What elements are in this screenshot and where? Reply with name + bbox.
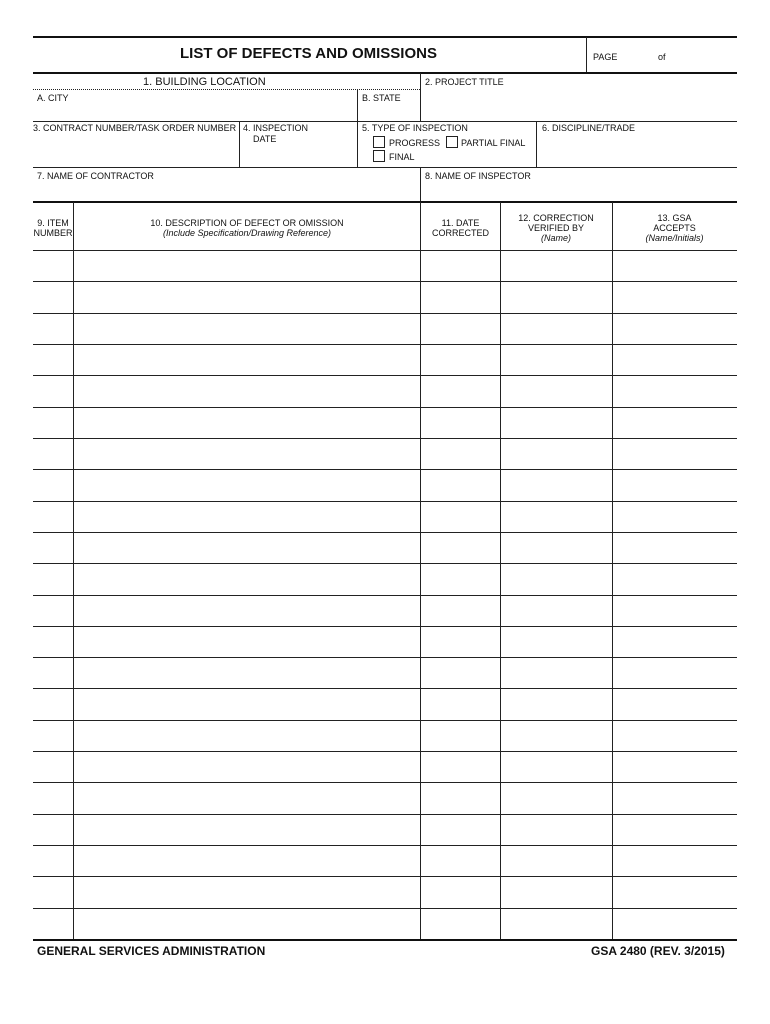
cell-item-number[interactable] [34,502,73,531]
final-label: FINAL [389,152,415,162]
contract-divider [239,121,240,167]
cell-date-corrected[interactable] [421,658,500,687]
cell-date-corrected[interactable] [421,533,500,562]
cell-date-corrected[interactable] [421,314,500,343]
cell-description[interactable] [74,376,420,405]
col-header-item-line2: NUMBER [33,228,73,238]
cell-verified-by[interactable] [501,721,612,750]
city-label: A. CITY [37,93,69,103]
page-number-field[interactable] [622,50,654,64]
cell-gsa-accepts[interactable] [613,376,736,405]
cell-description[interactable] [74,815,420,844]
contract-number-field[interactable] [35,136,237,165]
cell-date-corrected[interactable] [421,627,500,656]
cell-verified-by[interactable] [501,376,612,405]
cell-description[interactable] [74,721,420,750]
cell-description[interactable] [74,596,420,625]
cell-verified-by[interactable] [501,408,612,437]
col-header-date-corrected [421,218,500,238]
cell-verified-by[interactable] [501,658,612,687]
cell-verified-by[interactable] [501,345,612,374]
cell-gsa-accepts[interactable] [613,345,736,374]
cell-date-corrected[interactable] [421,689,500,718]
row-rule [33,876,737,877]
row-rule [33,782,737,783]
name-of-inspector-label: 8. NAME OF INSPECTOR [425,171,531,181]
top-rule [33,36,737,38]
cell-gsa-accepts[interactable] [613,282,736,311]
partial-final-checkbox[interactable] [446,136,458,148]
partial-final-label: PARTIAL FINAL [461,138,526,148]
footer-agency: GENERAL SERVICES ADMINISTRATION [37,944,266,958]
row-rule [33,375,737,376]
cell-description[interactable] [74,533,420,562]
row-rule [33,845,737,846]
cell-gsa-accepts[interactable] [613,658,736,687]
cell-item-number[interactable] [34,815,73,844]
row-rule [33,344,737,345]
cell-verified-by[interactable] [501,439,612,468]
cell-verified-by[interactable] [501,815,612,844]
row-rule [33,626,737,627]
col-header-date-line2: CORRECTED [431,228,489,238]
cell-description[interactable] [74,689,420,718]
cell-date-corrected[interactable] [421,345,500,374]
project-title-label: 2. PROJECT TITLE [425,77,504,87]
col-header-description-line2: (Include Specification/Drawing Reference) [162,228,332,238]
cell-description[interactable] [74,783,420,812]
row2-top-rule [33,121,737,122]
project-title-field[interactable] [422,88,735,120]
contract-number-label: 3. CONTRACT NUMBER/TASK ORDER NUMBER [33,123,237,133]
col-header-item-number [33,218,73,238]
cell-item-number[interactable] [34,314,73,343]
progress-label: PROGRESS [389,138,441,148]
col-header-gsa-line2: ACCEPTS [653,223,696,233]
cell-item-number[interactable] [34,470,73,499]
col-header-correction-line1: 12. CORRECTION [518,213,594,223]
row-rule [33,657,737,658]
page-label: PAGE [593,52,618,62]
cell-item-number[interactable] [34,783,73,812]
row-rule [33,814,737,815]
cell-gsa-accepts[interactable] [613,721,736,750]
cell-description[interactable] [74,909,420,938]
cell-verified-by[interactable] [501,783,612,812]
building-location-heading: 1. BUILDING LOCATION [143,76,266,88]
cell-gsa-accepts[interactable] [613,533,736,562]
cell-date-corrected[interactable] [421,596,500,625]
row-rule [33,563,737,564]
discipline-trade-label: 6. DISCIPLINE/TRADE [542,123,636,133]
cell-item-number[interactable] [34,596,73,625]
cell-item-number[interactable] [34,627,73,656]
cell-date-corrected[interactable] [421,815,500,844]
final-checkbox[interactable] [373,150,385,162]
cell-date-corrected[interactable] [421,282,500,311]
cell-date-corrected[interactable] [421,721,500,750]
cell-date-corrected[interactable] [421,752,500,781]
inspection-date-label: 4. INSPECTION [243,123,309,133]
cell-description[interactable] [74,752,420,781]
col-header-date-line1: 11. DATE [441,218,480,228]
row-rule [33,908,737,909]
location-dotted-rule [33,89,420,90]
inspector-field[interactable] [422,182,735,200]
cell-gsa-accepts[interactable] [613,251,736,280]
cell-verified-by[interactable] [501,877,612,906]
cell-date-corrected[interactable] [421,376,500,405]
cell-description[interactable] [74,502,420,531]
row-rule [33,438,737,439]
cell-item-number[interactable] [34,689,73,718]
cell-gsa-accepts[interactable] [613,689,736,718]
table-top-rule [33,201,737,203]
cell-item-number[interactable] [34,564,73,593]
name-of-contractor-label: 7. NAME OF CONTRACTOR [37,171,154,181]
cell-date-corrected[interactable] [421,909,500,938]
cell-item-number[interactable] [34,251,73,280]
type-of-inspection-label: 5. TYPE OF INSPECTION [362,123,468,133]
row3-top-rule [33,167,737,168]
cell-description[interactable] [74,439,420,468]
city-state-divider [357,89,358,121]
cell-description[interactable] [74,627,420,656]
cell-item-number[interactable] [34,846,73,875]
col-header-correction-verified [500,213,612,243]
inspection-date-label-2: DATE [253,134,277,144]
cell-verified-by[interactable] [501,627,612,656]
cell-date-corrected[interactable] [421,877,500,906]
cell-date-corrected[interactable] [421,783,500,812]
row-rule [33,720,737,721]
progress-checkbox[interactable] [373,136,385,148]
cell-date-corrected[interactable] [421,564,500,593]
col-header-gsa-line1: 13. GSA [657,213,692,223]
cell-date-corrected[interactable] [421,408,500,437]
col-header-gsa-line3: (Name/Initials) [645,233,704,243]
cell-date-corrected[interactable] [421,502,500,531]
state-label: B. STATE [362,93,401,103]
col-header-correction-line3: (Name) [540,233,571,243]
row-rule [33,688,737,689]
row-rule [33,595,737,596]
col-header-item-line1: 9. ITEM [37,218,69,228]
cell-description[interactable] [74,846,420,875]
cell-gsa-accepts[interactable] [613,564,736,593]
type-divider [536,121,537,167]
cell-verified-by[interactable] [501,502,612,531]
cell-description[interactable] [74,251,420,280]
cell-gsa-accepts[interactable] [613,815,736,844]
cell-verified-by[interactable] [501,470,612,499]
cell-gsa-accepts[interactable] [613,846,736,875]
row-rule [33,313,737,314]
row-rule [33,751,737,752]
cell-description[interactable] [74,314,420,343]
cell-item-number[interactable] [34,909,73,938]
footer-form-number: GSA 2480 (REV. 3/2015) [591,944,725,958]
cell-verified-by[interactable] [501,314,612,343]
cell-item-number[interactable] [34,877,73,906]
col-header-description [74,218,420,238]
cell-item-number[interactable] [34,533,73,562]
col-header-gsa-accepts [612,213,737,243]
cell-description[interactable] [74,470,420,499]
cell-item-number[interactable] [34,282,73,311]
cell-item-number[interactable] [34,345,73,374]
cell-verified-by[interactable] [501,282,612,311]
cell-date-corrected[interactable] [421,439,500,468]
row-rule [33,281,737,282]
cell-description[interactable] [74,408,420,437]
row-rule [33,501,737,502]
cell-verified-by[interactable] [501,846,612,875]
col-header-description-line1: 10. DESCRIPTION OF DEFECT OR OMISSION [150,218,344,228]
cell-gsa-accepts[interactable] [613,627,736,656]
cell-item-number[interactable] [34,408,73,437]
cell-item-number[interactable] [34,658,73,687]
cell-gsa-accepts[interactable] [613,752,736,781]
cell-verified-by[interactable] [501,251,612,280]
cell-gsa-accepts[interactable] [613,783,736,812]
cell-gsa-accepts[interactable] [613,314,736,343]
row-rule [33,532,737,533]
cell-verified-by[interactable] [501,533,612,562]
cell-gsa-accepts[interactable] [613,909,736,938]
cell-item-number[interactable] [34,376,73,405]
cell-description[interactable] [74,345,420,374]
cell-description[interactable] [74,658,420,687]
page-total-field[interactable] [672,50,732,64]
inspection-date-field[interactable] [241,146,355,165]
contractor-field[interactable] [35,182,418,200]
cell-gsa-accepts[interactable] [613,470,736,499]
title-bottom-rule [33,72,737,74]
inspection-date-divider [357,121,358,167]
table-bottom-rule [33,939,737,941]
form-title: LIST OF DEFECTS AND OMISSIONS [180,45,437,62]
cell-verified-by[interactable] [501,596,612,625]
page-divider [586,37,587,72]
cell-verified-by[interactable] [501,564,612,593]
cell-description[interactable] [74,877,420,906]
cell-gsa-accepts[interactable] [613,502,736,531]
cell-verified-by[interactable] [501,689,612,718]
col-header-correction-line2: VERIFIED BY [527,223,584,233]
cell-verified-by[interactable] [501,909,612,938]
cell-verified-by[interactable] [501,752,612,781]
contractor-divider [420,167,421,201]
cell-date-corrected[interactable] [421,470,500,499]
cell-item-number[interactable] [34,752,73,781]
cell-date-corrected[interactable] [421,251,500,280]
cell-gsa-accepts[interactable] [613,439,736,468]
cell-gsa-accepts[interactable] [613,408,736,437]
cell-gsa-accepts[interactable] [613,596,736,625]
city-field[interactable] [35,104,355,120]
cell-item-number[interactable] [34,721,73,750]
row-rule [33,469,737,470]
discipline-trade-field[interactable] [538,136,735,165]
cell-date-corrected[interactable] [421,846,500,875]
state-field[interactable] [359,104,419,120]
project-title-divider [420,73,421,121]
cell-gsa-accepts[interactable] [613,877,736,906]
row-rule [33,407,737,408]
cell-item-number[interactable] [34,439,73,468]
cell-description[interactable] [74,282,420,311]
cell-description[interactable] [74,564,420,593]
page-of-label: of [658,52,666,62]
